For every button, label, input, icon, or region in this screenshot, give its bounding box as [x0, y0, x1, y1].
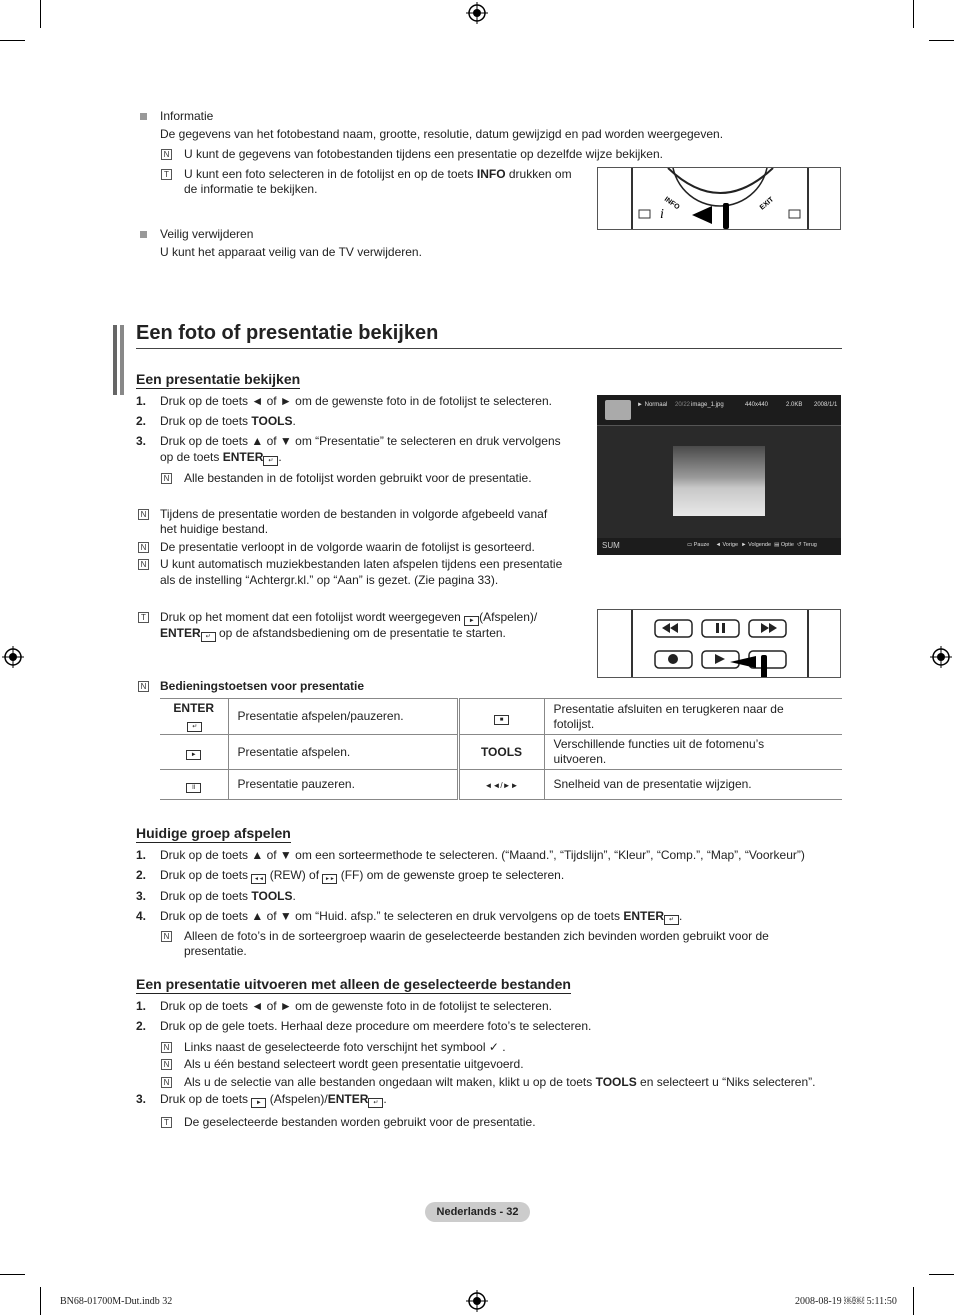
screen-file: image_1.jpg [691, 402, 724, 408]
presentation-note-2: De presentatie verloopt in de volgorde waarin de fotolijst is gesorteerd. [160, 540, 535, 554]
note-icon: N [138, 681, 149, 692]
group-step-4: Druk op de toets ▲ of ▼ om “Huid. afsp.” te selecteren en druk vervolgens op de toets ENTER ↵ . [160, 909, 683, 923]
footer-timestamp: 2008-08-19 ￼￼ 5:11:50 [795, 1296, 897, 1307]
slideshow-screen [597, 395, 841, 555]
step-number: 2. [136, 414, 147, 428]
screen-size: 2.0KB [786, 402, 803, 408]
play-key-icon: ► [251, 1098, 266, 1108]
pause-key-icon: II [186, 783, 201, 793]
group-heading: Huidige groep afspelen [136, 825, 291, 841]
selected-step-2: Druk op de gele toets. Herhaal deze procedure om meerdere foto’s te selecteren. [160, 1019, 592, 1033]
crop-mark [929, 40, 954, 41]
registration-mark-icon [930, 646, 952, 668]
photo-folder-icon [605, 400, 631, 420]
note-icon: N [138, 542, 149, 553]
group-step-1: Druk op de toets ▲ of ▼ om een sorteermethode te selecteren. (“Maand.”, “Tijdslijn”, “Kleur”, “Comp.”, “Map”, “Voorkeur”) [160, 848, 805, 862]
screen-date: 2008/1/1 [814, 402, 838, 408]
note-icon: N [161, 931, 172, 942]
table-row [160, 735, 842, 770]
control-key [458, 770, 544, 800]
control-desc: Presentatie afspelen/pauzeren. [228, 699, 458, 735]
presentation-note-3: U kunt automatisch muziekbestanden laten afspelen tijdens een presentatie [160, 557, 563, 571]
note-icon: N [138, 509, 149, 520]
presentation-step-3-note: Alle bestanden in de fotolijst worden gebruikt voor de presentatie. [184, 471, 532, 485]
selected-note-2: Als u één bestand selecteert wordt geen presentatie uitgevoerd. [184, 1057, 524, 1071]
play-key-icon: ► [186, 750, 201, 760]
rew-ff-key-icon: ◄◄/►► [484, 780, 519, 790]
checkmark-icon: ✓ [488, 1040, 499, 1054]
screen-info-line: ► Normaal [637, 402, 668, 408]
selected-note-4: De geselecteerde bestanden worden gebruikt voor de presentatie. [184, 1115, 536, 1129]
enter-key-icon: ↵ [201, 632, 216, 642]
note-icon: N [161, 149, 172, 160]
step-number: 1. [136, 848, 147, 862]
section-title: Een foto of presentatie bekijken [136, 322, 439, 344]
info-note-1: U kunt de gegevens van fotobestanden tijdens een presentatie op dezelfde wijze bekijken. [184, 147, 663, 161]
presentation-step-3: Druk op de toets ▲ of ▼ om “Presentatie” te selecteren en druk vervolgens [160, 434, 561, 448]
safe-desc: U kunt het apparaat veilig van de TV verwijderen. [160, 245, 422, 259]
crop-mark [0, 1274, 25, 1275]
group-note-cont: presentatie. [184, 944, 247, 958]
screen-info-bar [597, 395, 841, 426]
info-title: Informatie [160, 109, 214, 123]
screen-device: SUM [602, 541, 620, 550]
crop-mark [913, 0, 914, 28]
presentation-step-2: Druk op de toets TOOLS. [160, 414, 296, 428]
registration-mark-icon [2, 646, 24, 668]
table-row [160, 770, 842, 800]
control-desc: Presentatie afspelen. [228, 735, 458, 770]
control-desc: Verschillende functies uit de fotomenu’s uitvoeren. [544, 735, 842, 770]
enter-key-icon: ↵ [187, 722, 202, 732]
section-bar [120, 325, 124, 395]
bullet-square-icon [140, 231, 147, 238]
bullet-square-icon [140, 113, 147, 120]
group-step-3: Druk op de toets TOOLS. [160, 889, 296, 903]
step-number: 3. [136, 434, 147, 448]
control-key [458, 699, 544, 735]
svg-text:EXIT: EXIT [758, 196, 776, 212]
registration-mark-icon [466, 2, 488, 24]
control-key: TOOLS [458, 735, 544, 770]
enter-key-icon: ↵ [664, 915, 679, 925]
remote-play-note: Druk op het moment dat een fotolijst wordt weergegeven ► (Afspelen)/ [160, 610, 538, 624]
crop-mark [40, 1287, 41, 1315]
remote-play-note-cont: ENTER ↵ op de afstandsbediening om de presentatie te starten. [160, 626, 506, 640]
selected-step-1: Druk op de toets ◄ of ► om de gewenste foto in de fotolijst te selecteren. [160, 999, 552, 1013]
note-icon: N [161, 1042, 172, 1053]
crop-mark [40, 0, 41, 28]
crop-mark [0, 40, 25, 41]
selected-note-3: Als u de selectie van alle bestanden ongedaan wilt maken, klikt u op de toets TOOLS en selecteert u “Niks selecteren”. [184, 1075, 816, 1089]
group-note: Alleen de foto’s in de sorteergroep waarin de geselecteerde bestanden zich bevinden worden gebruikt voor de [184, 929, 769, 943]
presentation-note-1-cont: het huidige bestand. [160, 522, 269, 536]
registration-mark-icon [466, 1290, 488, 1312]
info-note-2-cont: de informatie te bekijken. [184, 182, 318, 196]
note-icon: N [138, 559, 149, 570]
note-icon: N [161, 1077, 172, 1088]
table-row [160, 699, 842, 735]
presentation-heading: Een presentatie bekijken [136, 371, 301, 387]
controls-table [160, 698, 842, 800]
step-number: 3. [136, 1092, 147, 1106]
info-note-2: U kunt een foto selecteren in de fotolijst en op de toets INFO drukken om [184, 167, 572, 181]
selected-step-3: Druk op de toets ► (Afspelen)/ENTER ↵ . [160, 1092, 387, 1106]
group-step-2: Druk op de toets ◄◄ (REW) of ►► (FF) om de gewenste groep te selecteren. [160, 868, 565, 882]
presentation-note-1: Tijdens de presentatie worden de bestanden in volgorde afgebeeld vanaf [160, 507, 548, 521]
ff-key-icon: ►► [322, 874, 337, 884]
step-number: 3. [136, 889, 147, 903]
step-number: 2. [136, 868, 147, 882]
svg-text:i: i [660, 207, 664, 222]
step-number: 4. [136, 909, 147, 923]
presentation-step-1: Druk op de toets ◄ of ► om de gewenste foto in de fotolijst te selecteren. [160, 394, 552, 408]
crop-mark [929, 1274, 954, 1275]
control-desc: Presentatie pauzeren. [228, 770, 458, 800]
rew-key-icon: ◄◄ [251, 874, 266, 884]
controls-title: Bedieningstoetsen voor presentatie [160, 679, 365, 693]
section-bar [113, 325, 117, 395]
control-desc: Snelheid van de presentatie wijzigen. [544, 770, 842, 800]
remote-info-image [597, 167, 841, 230]
control-key [160, 770, 228, 800]
crop-mark [913, 1287, 914, 1315]
screen-count: 20/22 [675, 402, 691, 408]
remote-note-icon: T [161, 169, 172, 180]
step-number: 2. [136, 1019, 147, 1033]
enter-key-icon: ↵ [368, 1098, 383, 1108]
page-number-badge: Nederlands - 32 [425, 1202, 530, 1222]
play-key-icon: ► [464, 616, 479, 626]
step-number: 1. [136, 999, 147, 1013]
screen-resolution: 440x440 [745, 402, 769, 408]
footer-file: BN68-01700M-Dut.indb 32 [60, 1296, 173, 1307]
step-number: 1. [136, 394, 147, 408]
remote-note-icon: T [161, 1117, 172, 1128]
svg-text:INFO: INFO [662, 195, 681, 212]
info-desc: De gegevens van het fotobestand naam, grootte, resolutie, datum gewijzigd en pad worden weergegeven. [160, 127, 724, 141]
safe-title: Veilig verwijderen [160, 227, 254, 241]
selected-note-1: Links naast de geselecteerde foto verschijnt het symbool ✓ . [184, 1040, 506, 1054]
control-desc: Presentatie afsluiten en terugkeren naar de fotolijst. [544, 699, 842, 735]
screen-help-bar: ▭ Pauze ◄ Vorige ► Volgende ▤ Optie ↺ Terug [687, 542, 817, 548]
section-rule [136, 348, 842, 349]
stop-key-icon: ■ [494, 715, 509, 725]
note-icon: N [161, 1059, 172, 1070]
slide-photo [673, 446, 765, 516]
remote-playback-image [597, 609, 841, 678]
control-key: ENTER↵ [160, 699, 228, 735]
remote-note-icon: T [138, 612, 149, 623]
control-key [160, 735, 228, 770]
presentation-step-3-cont: op de toets ENTER ↵ . [160, 450, 282, 464]
selected-heading: Een presentatie uitvoeren met alleen de geselecteerde bestanden [136, 976, 571, 992]
note-icon: N [161, 473, 172, 484]
enter-key-icon: ↵ [263, 456, 278, 466]
presentation-note-3-cont: als de instelling “Achtergr.kl.” op “Aan” is gezet. (Zie pagina 33). [160, 573, 499, 587]
